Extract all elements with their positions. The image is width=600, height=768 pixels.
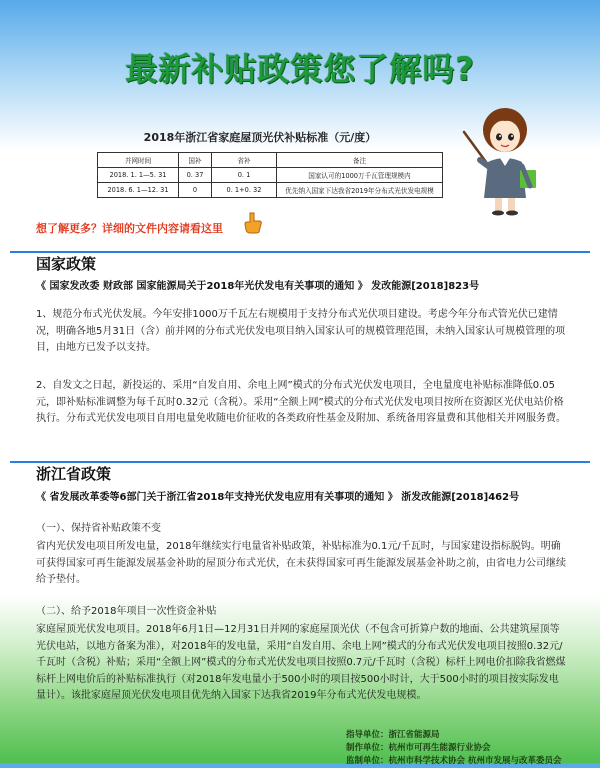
zhejiang-subsection-2-body: 家庭屋顶光伏发电项目。2018年6月1日—12月31日并网的家庭屋顶光伏（不包含可折算户数的地面、公共建筑屋顶等光伏电站，以地方备案为准），对2018年的发电量，采用“自发自用、余电上网”模式的分布式光伏发电项目按照0.32元/千瓦时（含税）补贴；采用“全额上网”模式的分布式光伏发电项目按照0.7元/千瓦时（含税）标杆上网电价扣除我省燃煤标杆上网电价后的补贴标准执行（对2018年发电量小于500小时的项目按500小时计，大于500小时的项目按实际发电量计）。该批家庭屋顶光伏发电项目优先纳入国家下达我省2019年分布式光伏发电规模。 — [36, 624, 566, 701]
more-info-callout — [36, 220, 225, 236]
table-row — [98, 183, 443, 198]
column-header: 并网时间 — [98, 153, 179, 168]
credits-block — [346, 729, 561, 768]
zhejiang-document-reference: 《 省发展改革委等6部门关于浙江省2018年支持光伏发电应用有关事项的通知 》 浙发改能源[2018]462号 — [36, 492, 520, 503]
section-divider — [10, 251, 590, 253]
table-cell: 0. 1 — [212, 168, 277, 183]
pointing-hand-icon — [243, 212, 263, 234]
table-cell: 0. 1+0. 32 — [212, 183, 277, 198]
producer-unit: 制作单位：杭州市可再生能源行业协会 — [346, 743, 491, 753]
zhejiang-subsection-2-title: （二）、给予2018年项目一次性资金补贴 — [36, 606, 217, 617]
national-document-reference: 《 国家发改委 财政部 国家能源局关于2018年光伏发电有关事项的通知 》 发改能源[2018]823号 — [36, 281, 480, 292]
subsidy-table — [97, 152, 443, 198]
table-cell: 2018. 6. 1—12. 31 — [98, 183, 179, 198]
column-header: 备注 — [277, 153, 443, 168]
table-cell: 2018. 1. 1—5. 31 — [98, 168, 179, 183]
supervisor-unit: 监制单位：杭州市科学技术协会 杭州市发展与改革委员会 — [346, 756, 562, 766]
section-heading-national: 国家政策 — [36, 255, 97, 273]
table-cell: 0 — [179, 183, 212, 198]
teacher-illustration — [460, 106, 550, 216]
section-heading-zhejiang: 浙江省政策 — [36, 465, 112, 483]
page-title: 最新补贴政策您了解吗? — [125, 50, 475, 88]
column-header: 国补 — [179, 153, 212, 168]
national-policy-item-1: 1、规范分布式光伏发展。今年安排1000万千瓦左右规模用于支持分布式光伏项目建设。考虑今年分布式管光伏已建情况，明确各地5月31日（含）前并网的分布式光伏发电项目纳入国家认可的规模管理范围，未纳入国家认可规模管理的项目，由地方已发予以支持。 — [36, 309, 566, 353]
zhejiang-subsection-1-body: 省内光伏发电项目所发电量，2018年继续实行电量省补贴政策，补贴标准为0.1元/千瓦时，与国家建设指标脱钩。明确可获得国家可再生能源发展基金补助的屋顶分布式光伏，在未获得国家可再生能源发展基金补助之前，由省电力公司继续给予垫付。 — [36, 541, 566, 585]
subsidy-table-title: 2018年浙江省家庭屋顶光伏补贴标准（元/度） — [143, 131, 377, 144]
table-header-row — [98, 153, 443, 168]
table-cell: 优先纳入国家下达我省2019年分布式光伏发电规模 — [277, 183, 443, 198]
callout-text: 想了解更多？详细的文件内容请看这里 — [36, 222, 223, 235]
table-cell: 0. 37 — [179, 168, 212, 183]
guide-unit: 指导单位：浙江省能源局 — [346, 730, 440, 740]
column-header: 省补 — [212, 153, 277, 168]
zhejiang-subsection-1-title: （一）、保持省补贴政策不变 — [36, 523, 161, 534]
national-policy-item-2: 2、自发文之日起，新投运的、采用“自发自用、余电上网”模式的分布式光伏发电项目，全电量度电补贴标准降低0.05元，即补贴标准调整为每千瓦时0.32元（含税）。采用“全额上网”模式的分布式光伏发电项目按所在资源区光伏电站价格执行。分布式光伏发电项目自用电量免收随电价征收的各类政府性基金及附加、系统备用容量费和其他相关并网服务费。 — [36, 380, 566, 424]
table-row — [98, 168, 443, 183]
table-cell: 国家认可的1000万千瓦管理规模内 — [277, 168, 443, 183]
